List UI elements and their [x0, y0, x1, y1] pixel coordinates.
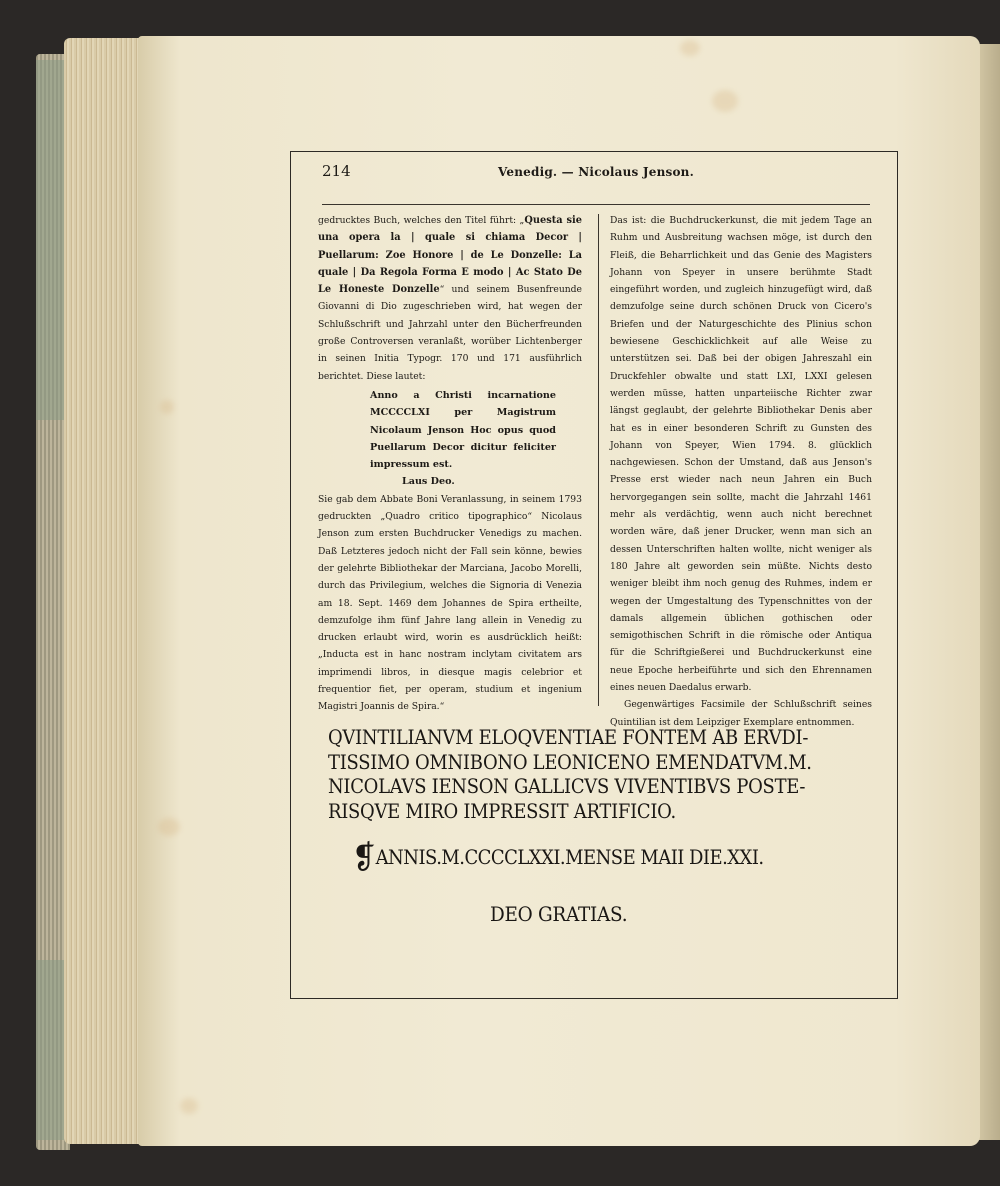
facsimile-line: QVINTILIANVM ELOQVENTIAE FONTEM AB ERVDI- [328, 726, 809, 749]
facsimile-line: RISQVE MIRO IMPRESSIT ARTIFICIO. [328, 799, 676, 823]
facsimile-date-text: ANNIS.M.CCCCLXXI.MENSE MAII DIE.XXI. [375, 845, 764, 869]
column-divider [598, 214, 599, 706]
foxing-stain [680, 40, 700, 56]
foxing-stain [158, 818, 180, 836]
right-paragraph-2: Gegenwärtiges Facsimile der Schlußschrift seines Quintilian ist dem Leipziger Exemplare entnommen. [610, 699, 872, 728]
facsimile-closing: DEO GRATIAS. [490, 902, 628, 926]
pilcrow-fleuron-icon: ❡ [352, 838, 376, 876]
header-rule [322, 204, 870, 205]
para-text: “ und seinem Busenfreunde Giovanni di Dio zugeschrieben wird, hat wegen der Schlußschrift und Jahrzahl unter den Bücherfreunden große Controversen veranlaßt, worüber Lichtenberger in seinen Initia Typogr. 170 und 171 ausführlich berichtet. Diese lautet: [318, 284, 582, 382]
book-title-blackletter: Questa sie una opera la | quale si chiama Decor | Puellarum: Zoe Honore | de Le Donzelle: La quale | Da Regola Forma E modo | Ac Stato De Le Honeste Donzelle [318, 215, 582, 296]
inscription-end: Laus Deo. [402, 476, 455, 488]
page-number: 214 [322, 162, 351, 180]
facsimile-line: TISSIMO OMNIBONO LEONICENO EMENDATVM.M. [328, 750, 812, 774]
running-head-title: Venedig. — Nicolaus Jenson. [497, 165, 694, 179]
foxing-stain [160, 400, 174, 414]
left-paragraph-2: Sie gab dem Abbate Boni Veranlassung, in seinem 1793 gedruckten „Quadro critico tipographico“ Nicolaus Jenson zum ersten Buchdrucker Venedigs zu machen. Daß Letzteres jedoch nicht der Fall sein könne, bewies der gelehrte Bibliothekar der Marciana, Jacobo Morelli, durch das Privilegium, welches die Signoria di Venezia am 18. Sept. 1469 dem Johannes de Spira ertheilte, demzufolge ihm fünf Jahre lang allein in Venedig zu drucken erlaubt wird, worin es ausdrücklich heißt: „Inducta est in hanc nostram inclytam civitatem ars imprimendi libros, in diesque magis celebrior et frequentior fiet, per operam, studium et ingenium Magistri Joannis de Spira.“ [318, 493, 582, 713]
right-column [610, 212, 872, 731]
inscription-body: Anno a Christi incarnatione MCCCCLXI per Magistrum Nicolaum Jenson Hoc opus quod Puellarum Decor dicitur feliciter impressum est. [370, 389, 556, 471]
colophon-inscription [370, 387, 556, 491]
facsimile-date-line [352, 838, 764, 876]
facsimile-colophon [328, 726, 832, 824]
para-text: gedrucktes Buch, welches den Titel führt: „ [318, 215, 525, 226]
right-paragraph-1: Das ist: die Buchdruckerkunst, die mit jedem Tage an Ruhm und Ausbreitung wachsen möge, ist durch den Fleiß, die Beharrlichkeit und das Genie des Magisters Johann von Speyer in unsere berühmte Stadt eingeführt worden, und zugleich hinzugefügt wird, daß demzufolge seine durch schönen Druck von Cicero's Briefen und der Naturgeschichte des Plinius schon bewiesene Geschicklichkeit auf alle Weise zu unterstützen sei. Daß bei der obigen Jahreszahl ein Druckfehler obwalte und statt LXI, LXXI gelesen werden müsse, hatten unparteiische Richter zwar längst geglaubt, der gelehrte Bibliothekar Denis aber hat es in einer besonderen Schrift zu Gunsten des Johann von Speyer, Wien 1794. 8. glücklich nachgewiesen. Schon der Umstand, daß aus Jenson's Presse erst wieder nach neun Jahren ein Buch hervorgegangen sein sollte, macht die Jahrzahl 1461 mehr als verdächtig, wenn auch nicht berechnet worden wäre, daß jener Drucker, wenn man sich an dessen Unterschriften halten wollte, nicht weniger als 180 Jahre alt geworden sein müßte. Nichts desto weniger bleibt ihm noch genug des Ruhmes, indem er wegen der Umgestaltung des Typenschnittes von der damals allgemein üblichen gothischen oder semigothischen Schrift in die römische oder Antiqua für die Schriftgießerei und Buchdruckerkunst eine neue Epoche herbeiführte und sich den Ehrennamen eines neuen Daedalus erwarb. [610, 215, 872, 694]
running-head [322, 161, 870, 189]
left-column [318, 212, 582, 716]
foxing-stain [712, 90, 738, 112]
facsimile-line: NICOLAVS IENSON GALLICVS VIVENTIBVS POSTE- [328, 775, 806, 798]
left-paragraph-1 [318, 212, 582, 385]
foxing-stain [180, 1098, 198, 1114]
